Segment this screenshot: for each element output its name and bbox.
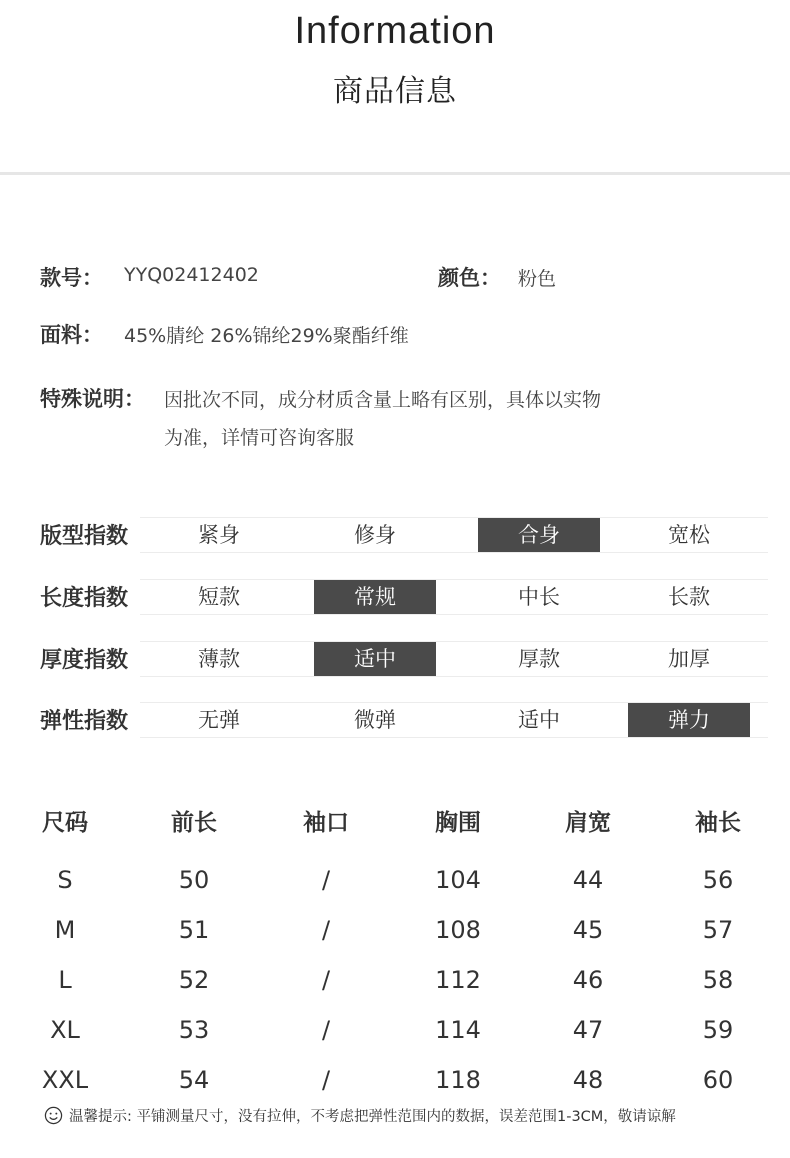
size-table-cell: 104: [435, 866, 481, 894]
size-table-cell: 118: [435, 1066, 481, 1094]
index-option-selected: 合身: [478, 518, 600, 552]
size-table-size-cell: S: [57, 866, 73, 894]
size-table-cell: /: [321, 1066, 331, 1094]
size-table-size-cell: M: [54, 916, 76, 944]
size-table-cell: 44: [572, 866, 604, 894]
index-option: 紧身: [198, 523, 240, 547]
index-option: 中长: [518, 585, 560, 609]
size-table-cell: /: [321, 966, 331, 994]
special-note-line1: 因批次不同，成分材质含量上略有区别，具体以实物: [164, 389, 602, 411]
size-table-cell: /: [321, 1016, 331, 1044]
index-option-selected: 常规: [314, 580, 436, 614]
size-table-header: 尺码: [42, 810, 88, 836]
size-table-header: 前长: [171, 810, 217, 836]
color-label: 颜色：: [438, 266, 501, 290]
size-table-cell: 58: [702, 966, 734, 994]
size-table-cell: 54: [178, 1066, 210, 1094]
size-table-cell: 45: [572, 916, 604, 944]
size-table-header: 袖长: [695, 810, 741, 836]
fabric-value: 45%腈纶 26%锦纶29%聚酯纤维: [124, 325, 409, 347]
size-table-size-cell: XL: [50, 1016, 80, 1044]
size-table-cell: 56: [702, 866, 734, 894]
size-table-size-cell: XXL: [41, 1066, 89, 1094]
size-table-cell: 114: [435, 1016, 481, 1044]
size-note: [44, 1105, 676, 1126]
size-table-header: 胸围: [435, 810, 481, 836]
index-option: 修身: [354, 523, 396, 547]
special-note-line2: 为准，详情可咨询客服: [164, 427, 355, 449]
page-title-cn: 商品信息: [333, 74, 457, 109]
index-row-label: 弹性指数: [40, 709, 129, 734]
index-option: 加厚: [668, 647, 710, 671]
size-table-cell: 52: [178, 966, 210, 994]
size-table-cell: /: [321, 866, 331, 894]
index-option: 长款: [668, 585, 710, 609]
size-note-text: 温馨提示: 平铺测量尺寸，没有拉伸，不考虑把弹性范围内的数据，误差范围1-3CM，敬请谅解: [69, 1109, 676, 1125]
index-row-label: 版型指数: [40, 524, 129, 549]
index-option: 厚款: [518, 647, 560, 671]
smile-icon: [44, 1106, 63, 1125]
index-option: 适中: [518, 708, 560, 732]
index-option-selected: 适中: [314, 642, 436, 676]
page-title-en: Information: [294, 10, 496, 52]
index-option: 短款: [198, 585, 240, 609]
index-option: 无弹: [198, 708, 240, 732]
size-table-cell: /: [321, 916, 331, 944]
special-note-label: 特殊说明：: [40, 387, 145, 411]
size-table-cell: 108: [435, 916, 481, 944]
size-table-cell: 53: [178, 1016, 210, 1044]
size-table-cell: 46: [572, 966, 604, 994]
size-table-cell: 112: [435, 966, 481, 994]
index-option: 薄款: [198, 647, 240, 671]
color-value: 粉色: [518, 268, 557, 290]
size-table-cell: 59: [702, 1016, 734, 1044]
index-row-label: 长度指数: [40, 586, 129, 611]
index-row-label: 厚度指数: [40, 648, 129, 673]
size-table-size-cell: L: [58, 966, 72, 994]
fabric-label: 面料：: [40, 323, 103, 347]
style-no-value: YYQ02412402: [124, 264, 259, 286]
size-table-cell: 47: [572, 1016, 604, 1044]
index-option-selected: 弹力: [628, 703, 750, 737]
size-table-cell: 48: [572, 1066, 604, 1094]
size-table-header: 袖口: [303, 810, 349, 836]
index-option: 微弹: [354, 708, 396, 732]
size-table-cell: 57: [702, 916, 734, 944]
header-divider: [0, 172, 790, 175]
index-option: 宽松: [668, 523, 710, 547]
size-table-cell: 51: [178, 916, 210, 944]
size-table-header: 肩宽: [565, 810, 611, 836]
style-no-label: 款号：: [40, 266, 103, 290]
size-table-cell: 60: [702, 1066, 734, 1094]
size-table-cell: 50: [178, 866, 210, 894]
